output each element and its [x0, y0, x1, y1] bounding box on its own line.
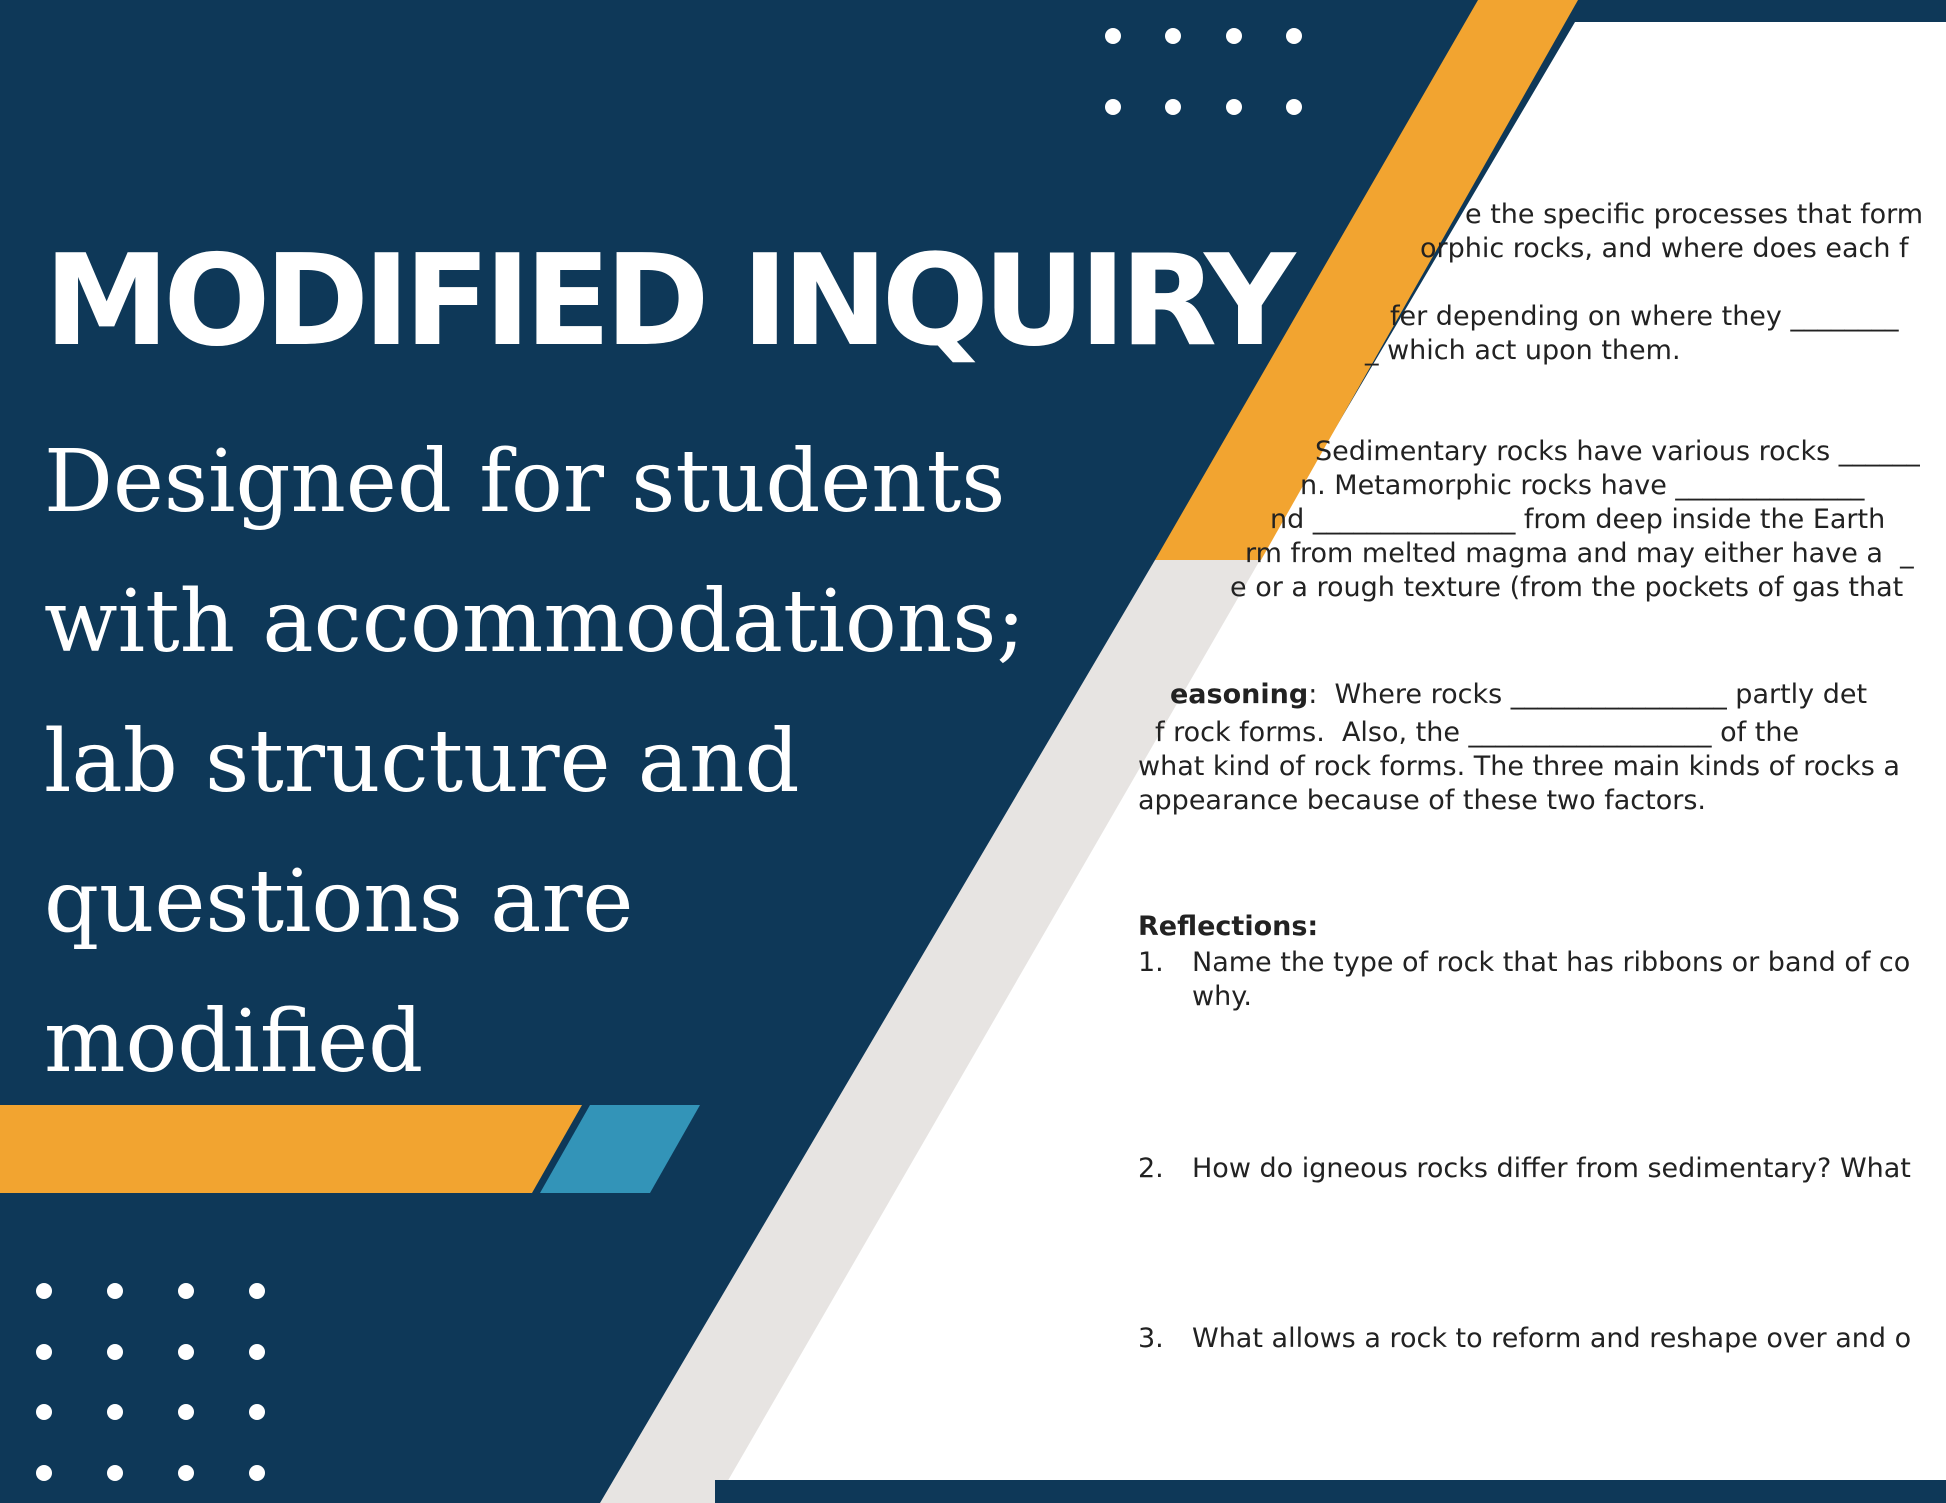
decorative-dot	[249, 1283, 265, 1299]
decorative-dot	[1286, 28, 1302, 44]
decorative-dot	[178, 1344, 194, 1360]
decorative-dot	[107, 1344, 123, 1360]
decorative-dot	[36, 1344, 52, 1360]
decorative-dot	[36, 1404, 52, 1420]
decorative-dot	[249, 1465, 265, 1481]
worksheet-reasoning-line: f rock forms. Also, the __________________ of the	[1155, 717, 1800, 748]
decorative-dot	[1105, 99, 1121, 115]
worksheet-question-line: orphic rocks, and where does each f	[1420, 233, 1909, 264]
decorative-dot	[1286, 99, 1302, 115]
reflections-heading: Reflections:	[1138, 911, 1319, 942]
decorative-dot	[36, 1465, 52, 1481]
reflection-question-number: 1.	[1138, 947, 1164, 978]
decorative-dot	[36, 1283, 52, 1299]
reasoning-text: : Where rocks ________________ partly det	[1308, 679, 1868, 710]
worksheet-evidence-line: e or a rough texture (from the pockets of gas that	[1230, 572, 1904, 603]
decorative-dot	[178, 1283, 194, 1299]
headline: MODIFIED INQUIRY	[44, 227, 1290, 374]
decorative-dot	[107, 1465, 123, 1481]
decorative-dot	[1226, 28, 1242, 44]
subtitle-line: lab structure and	[44, 712, 800, 812]
worksheet-evidence-line: rm from melted magma and may either have a _	[1245, 538, 1914, 569]
decorative-dot	[178, 1404, 194, 1420]
worksheet-claim-line: fer depending on where they ________	[1390, 301, 1899, 332]
decorative-dot	[249, 1404, 265, 1420]
decorative-dot	[178, 1465, 194, 1481]
worksheet-reasoning-line: what kind of rock forms. The three main kinds of rocks a	[1138, 751, 1900, 782]
worksheet-claim-line: _ which act upon them.	[1365, 335, 1681, 366]
subtitle-line: modified	[44, 992, 424, 1092]
worksheet-reasoning-line: appearance because of these two factors.	[1138, 785, 1706, 816]
worksheet-question-line: e the specific processes that form	[1465, 199, 1924, 230]
decorative-dot	[1105, 28, 1121, 44]
reflection-question-number: 3.	[1138, 1323, 1164, 1354]
orange-accent-bar	[0, 1105, 582, 1193]
decorative-dot	[107, 1283, 123, 1299]
subtitle-line: questions are	[44, 852, 634, 952]
subtitle-line: with accommodations;	[44, 572, 1026, 672]
reflection-question-text: How do igneous rocks differ from sedimentary? What	[1192, 1153, 1911, 1184]
reflection-question-number: 2.	[1138, 1153, 1164, 1184]
worksheet-reasoning-line	[1170, 678, 1867, 712]
subtitle-line: Designed for students	[44, 432, 1006, 532]
reflection-question-text: Name the type of rock that has ribbons or band of co	[1192, 947, 1911, 978]
subtitle	[44, 412, 1084, 1112]
bottom-navy-bar	[715, 1480, 1946, 1503]
decorative-dot	[1165, 28, 1181, 44]
worksheet-evidence-line: nd _______________ from deep inside the Earth	[1270, 504, 1886, 535]
reasoning-label: easoning	[1170, 679, 1309, 710]
decorative-dot	[1165, 99, 1181, 115]
worksheet-evidence-line: Sedimentary rocks have various rocks ______	[1315, 436, 1920, 467]
decorative-dot	[1226, 99, 1242, 115]
reflection-question-text: What allows a rock to reform and reshape over and o	[1192, 1323, 1912, 1354]
decorative-dot	[249, 1344, 265, 1360]
reflection-question-text: why.	[1192, 981, 1252, 1012]
worksheet-evidence-line: n. Metamorphic rocks have ______________	[1300, 470, 1865, 501]
decorative-dot	[107, 1404, 123, 1420]
